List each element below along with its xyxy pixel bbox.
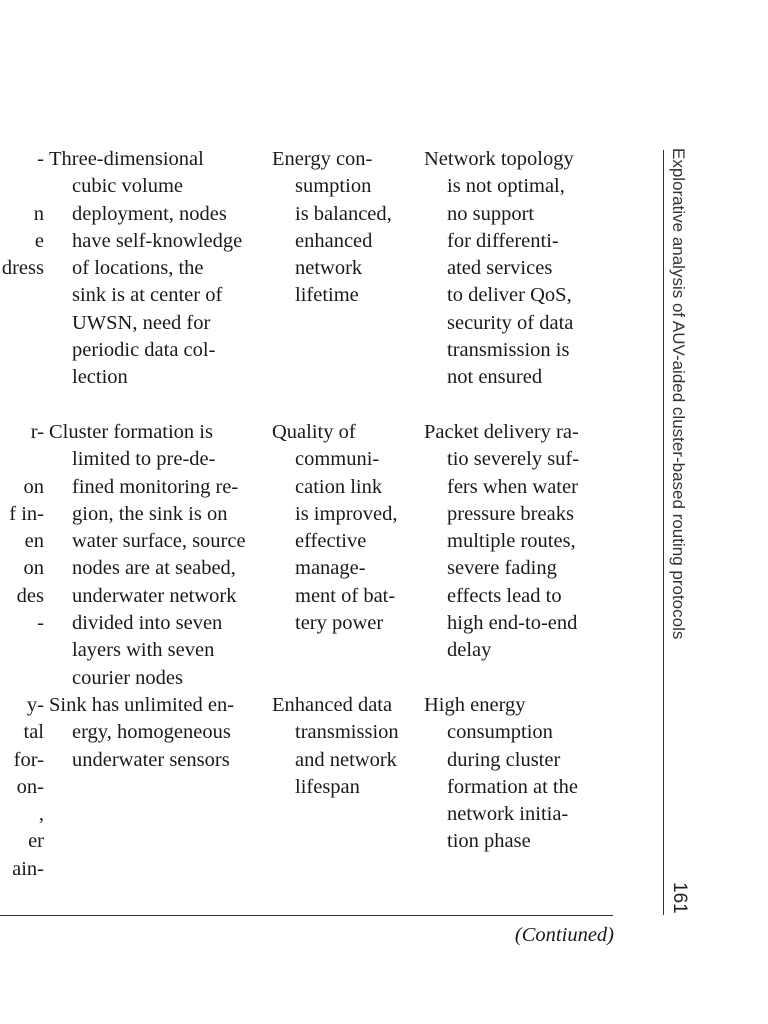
text-line: Network topology (424, 148, 574, 170)
text-line: is not optimal, (447, 175, 565, 198)
text-line: tion phase (447, 830, 531, 853)
row-3-truncated-column (0, 692, 44, 883)
text-line: lifespan (295, 775, 360, 798)
text-line: tio severely suf- (447, 448, 580, 471)
text-line: UWSN, need for (72, 311, 211, 334)
text-line: communi- (295, 448, 380, 471)
text-line: - (37, 148, 44, 170)
text-line: r- (30, 421, 44, 443)
text-line (0, 446, 44, 473)
text-line: Cluster formation is (49, 421, 213, 443)
text-line: on- (16, 775, 44, 798)
text-line: Packet delivery ra- (424, 421, 579, 443)
row-1-advantages-cell (272, 146, 392, 310)
row-2-assumptions-cell (49, 419, 246, 692)
text-line: f in- (9, 502, 44, 525)
text-line: enhanced (295, 229, 373, 252)
text-line: security of data (447, 311, 574, 334)
text-line: lifetime (295, 284, 359, 307)
row-1-assumptions-cell (49, 146, 242, 392)
text-line: effective (295, 530, 367, 553)
text-line: divided into seven (72, 612, 223, 635)
text-line: lection (72, 366, 128, 389)
text-line: no support (447, 202, 535, 225)
text-line: for- (13, 748, 44, 771)
text-line: for differenti- (447, 229, 559, 252)
text-line: not ensured (447, 366, 543, 389)
text-line: is balanced, (295, 202, 392, 225)
text-line: ment of bat- (295, 584, 396, 607)
page-number: 161 (669, 882, 690, 914)
text-line: dress (1, 257, 44, 280)
row-2-truncated-column (0, 419, 44, 637)
text-line: multiple routes, (447, 530, 576, 553)
text-line: have self-knowledge (72, 229, 243, 252)
text-line: tery power (295, 612, 384, 635)
text-line: - (37, 612, 44, 635)
text-line: Energy con- (272, 148, 373, 170)
text-line: n (33, 202, 44, 225)
row-1-truncated-column (0, 146, 44, 282)
text-line: manage- (295, 557, 366, 580)
row-2-advantages-cell (272, 419, 398, 637)
text-line: during cluster (447, 748, 561, 771)
text-line: high end-to-end (447, 612, 578, 635)
text-line: Sink has unlimited en- (49, 694, 235, 716)
text-line: layers with seven (72, 639, 215, 662)
text-line: water surface, source (72, 530, 246, 553)
text-line: pressure breaks (447, 502, 574, 525)
text-line: des (16, 584, 44, 607)
running-head: Explorative analysis of AUV-aided cluster-based routing protocols (669, 148, 688, 640)
text-line: of locations, the (72, 257, 204, 280)
text-line: Three-dimensional (49, 148, 204, 170)
continued-note: (Contiuned) (514, 924, 614, 946)
text-line: ated services (447, 257, 553, 280)
text-line: ain- (12, 857, 44, 880)
text-line: periodic data col- (72, 339, 216, 362)
text-line: Quality of (272, 421, 356, 443)
text-line: High energy (424, 694, 526, 716)
text-line: er (28, 830, 44, 853)
text-line: consumption (447, 721, 553, 744)
text-line: fers when water (447, 475, 578, 498)
text-line: is improved, (295, 502, 398, 525)
text-line: ergy, homogeneous (72, 721, 231, 744)
row-3-limitations-cell (424, 692, 578, 856)
text-line: on (23, 475, 44, 498)
text-line: tal (23, 721, 44, 744)
text-line: underwater network (72, 584, 237, 607)
text-line: deployment, nodes (72, 202, 227, 225)
text-line: y- (26, 694, 44, 716)
row-3-advantages-cell (272, 692, 399, 801)
text-line: fined monitoring re- (72, 475, 239, 498)
table-bottom-rule (0, 915, 613, 916)
text-line: , (38, 803, 44, 826)
text-line: on (23, 557, 44, 580)
text-line: cation link (295, 475, 383, 498)
text-line: Enhanced data (272, 694, 393, 716)
text-line (0, 173, 44, 200)
text-line: to deliver QoS, (447, 284, 572, 307)
text-line: courier nodes (72, 666, 183, 689)
text-line: severe fading (447, 557, 557, 580)
text-line: sink is at center of (72, 284, 223, 307)
text-line: gion, the sink is on (72, 502, 228, 525)
text-line: transmission is (447, 339, 570, 362)
text-line: nodes are at seabed, (72, 557, 236, 580)
text-line: en (24, 530, 44, 553)
text-line: and network (295, 748, 397, 771)
text-line: network initia- (447, 803, 569, 826)
row-3-assumptions-cell (49, 692, 234, 774)
text-line: transmission (295, 721, 399, 744)
row-2-limitations-cell (424, 419, 579, 665)
text-line: underwater sensors (72, 748, 230, 771)
text-line: sumption (295, 175, 372, 198)
running-head-rule (663, 150, 664, 915)
text-line: network (295, 257, 363, 280)
text-line: effects lead to (447, 584, 562, 607)
text-line: formation at the (447, 775, 578, 798)
text-line: delay (447, 639, 492, 662)
text-line: e (34, 229, 44, 252)
text-line: limited to pre-de- (72, 448, 216, 471)
text-line: cubic volume (72, 175, 184, 198)
row-1-limitations-cell (424, 146, 574, 392)
